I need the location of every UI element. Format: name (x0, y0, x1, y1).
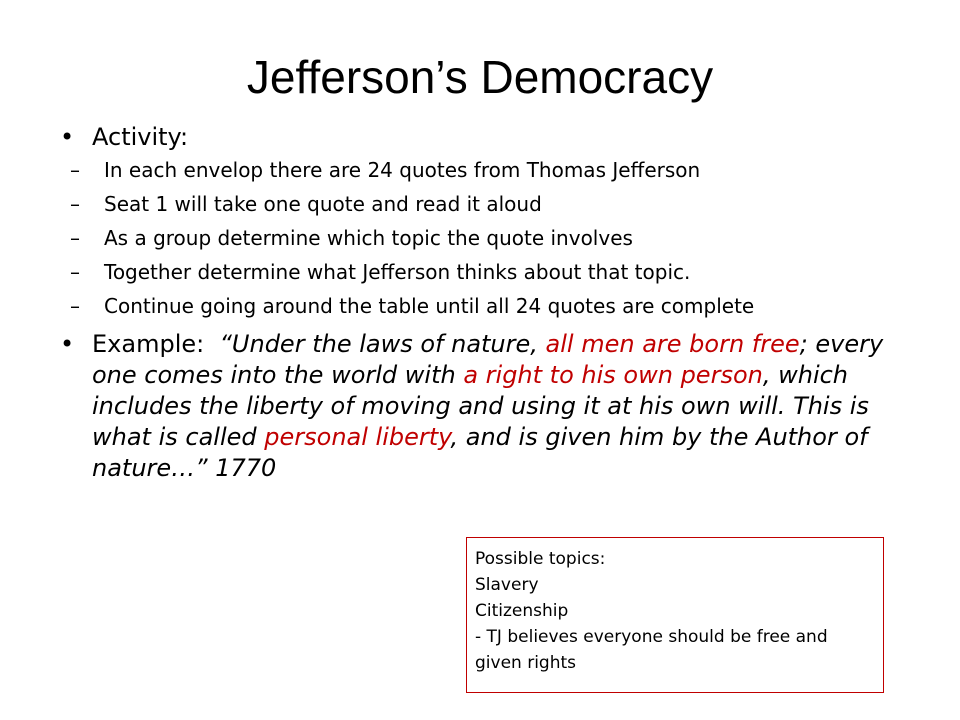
activity-step (60, 227, 920, 250)
topic-note: - TJ believes everyone should be free and given rights (475, 627, 828, 673)
example-bullet (60, 329, 920, 484)
activity-step (60, 159, 920, 182)
topics-heading: Possible topics: (475, 549, 606, 569)
activity-bullet (60, 122, 920, 153)
dash-icon: – (70, 294, 80, 318)
activity-step-text: As a group determine which topic the quote involves (104, 226, 633, 250)
quote-part: , which includes the liberty of moving and using it at his own will. This is what is called (92, 361, 869, 451)
quote-part: ; every one comes into the world with (92, 330, 884, 389)
activity-step-text: Continue going around the table until all 24 quotes are complete (104, 294, 755, 318)
dash-icon: – (70, 226, 80, 250)
dash-icon: – (70, 260, 80, 284)
quote-highlight: personal liberty (264, 423, 451, 451)
activity-steps (60, 159, 920, 318)
quote-highlight: all men are born free (545, 330, 800, 358)
quote-highlight: a right to his own person (463, 361, 763, 389)
activity-step-text: Seat 1 will take one quote and read it aloud (104, 192, 542, 216)
activity-step (60, 193, 920, 216)
bullet-dot-icon: • (60, 330, 75, 358)
bullet-dot-icon: • (60, 123, 75, 151)
activity-step-text: In each envelop there are 24 quotes from Thomas Jefferson (104, 158, 701, 182)
possible-topics-box (466, 537, 884, 693)
quote-part: , and is given him by the Author of nature…” 1770 (92, 423, 868, 482)
activity-step (60, 261, 920, 284)
example-text (92, 329, 920, 484)
activity-step-text: Together determine what Jefferson thinks about that topic. (104, 260, 691, 284)
dash-icon: – (70, 158, 80, 182)
example-quote (92, 330, 883, 482)
slide-body (60, 122, 920, 484)
activity-step (60, 295, 920, 318)
topic-item: Citizenship (475, 601, 569, 621)
dash-icon: – (70, 192, 80, 216)
slide-title: Jefferson’s Democracy (246, 51, 714, 103)
quote-part: “Under the laws of nature, (219, 330, 546, 358)
example-label: Example: (92, 330, 205, 358)
topic-item: Slavery (475, 575, 539, 595)
activity-label: Activity: (92, 123, 189, 151)
